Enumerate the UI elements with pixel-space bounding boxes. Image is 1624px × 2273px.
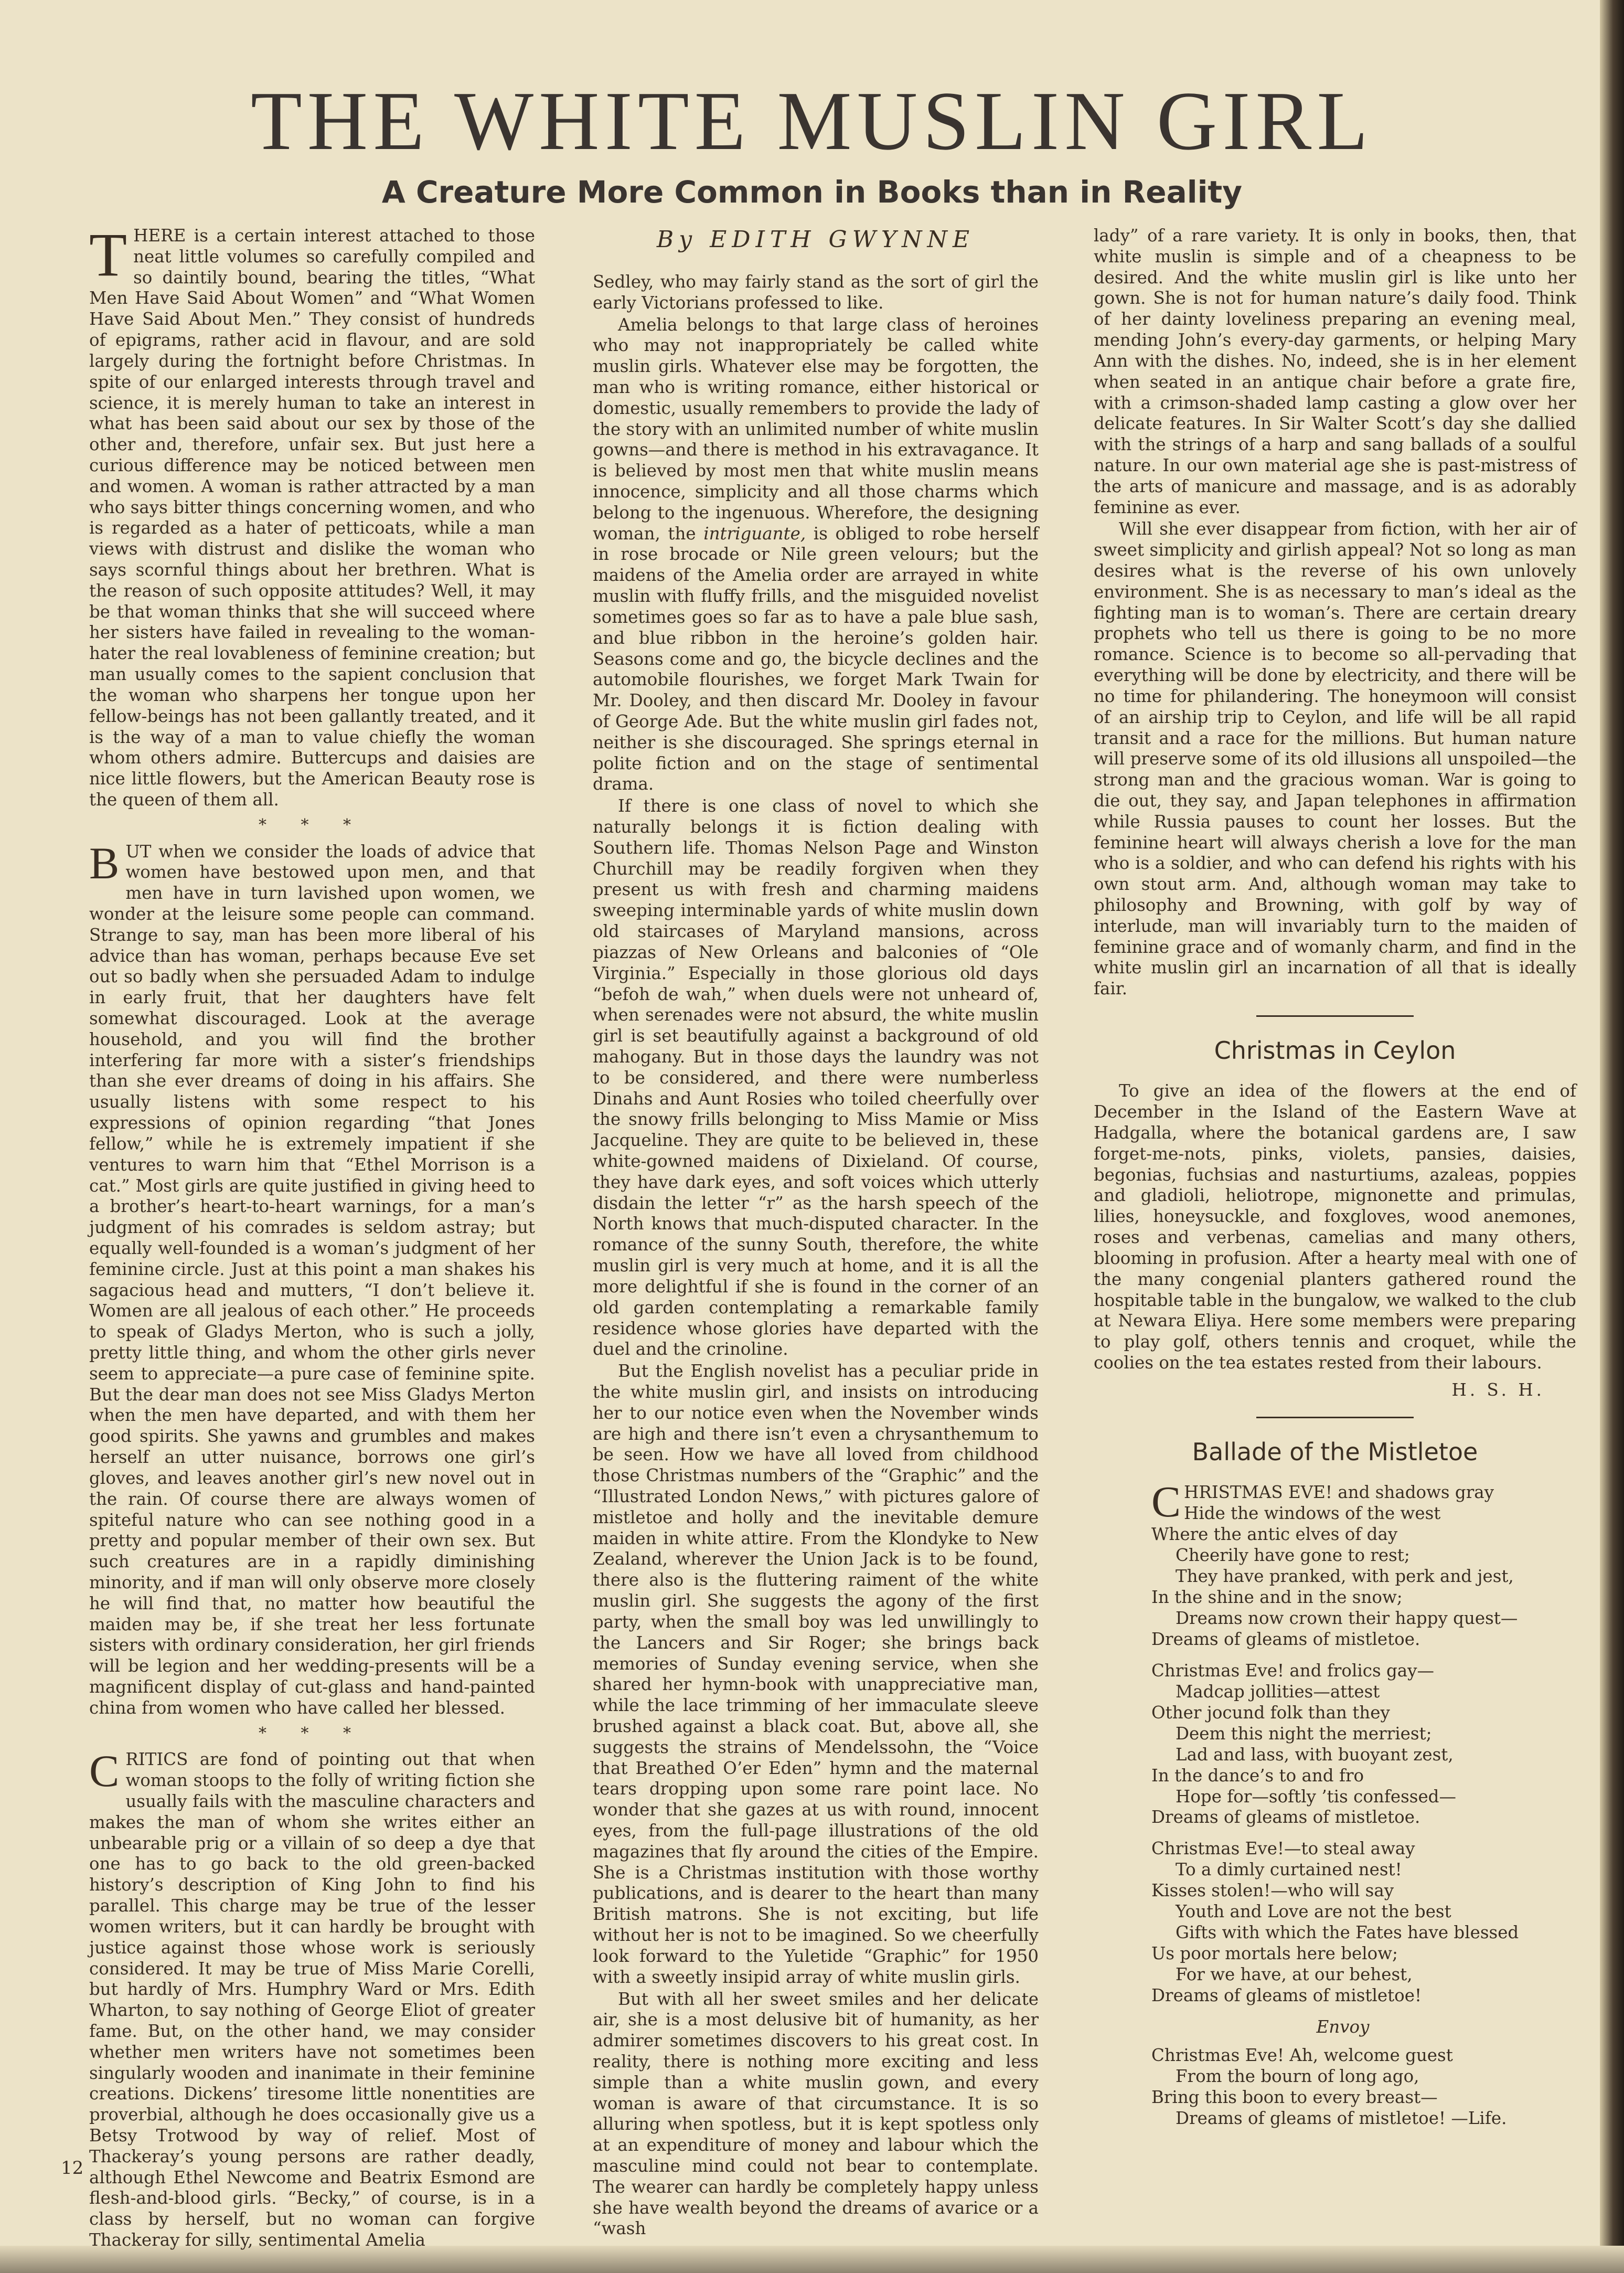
article-paragraph-8: But with all her sweet smiles and her delicate air, she is a most delusive bit of humanity, as her admirer sometimes discovers to his great cost. In reality, there is nothing more exciting and less simple than a white muslin gown, and every woman is aware of that circumstance. It is so alluring when spotless, but it is kept spotless only at an expenditure of money and labour which the masculine mind could not bear to contemplate. The wearer can hardly be completely happy unless she have wealth beyond the dreams of avarice or a “wash [593, 1989, 1039, 2239]
byline: By EDITH GWYNNE [656, 226, 975, 253]
poem-line: Bring this boon to every breast— [1151, 2087, 1438, 2108]
poem-line: Christmas Eve! Ah, welcome guest [1151, 2045, 1453, 2066]
ceylon-signature: H. S. H. [1451, 1379, 1545, 1400]
poem-line: They have pranked, with perk and jest, [1176, 1566, 1514, 1586]
poem-stanza-3 [1151, 1839, 1576, 2006]
article-paragraph-7: But the English novelist has a peculiar pride in the white muslin girl, and insists on introducing her to our notice even when the November winds are high and there isn’t even a chrysanthemum to be seen. How we have all loved from childhood those Christmas numbers of the “Graphic” and the “Illustrated London News,” with pictures galore of mistletoe and holly and the inevitable demure maiden in white attire. From the Klondyke to New Zealand, wherever the Union Jack is to be found, there also is the fluttering raiment of the white muslin girl. She suggests the agony of the first party, when the small boy was led unwillingly to the Lancers and Sir Roger; she brings back memories of Sunday evening service, when she shared her hymn-book with unappreciative man, while the lace trimming of her immaculate sleeve brushed against a black coat. But, above all, she suggests the strains of Mendelssohn, the “Voice that Breathed O’er Eden” hymn and the maternal tears dropping upon some rare point lace. No wonder that she gazes at us with round, innocent eyes, from the full-page illustrations of the old magazines that fly around the cities of the Empire. She is a Christmas institution with those worthy publications, and is dearer to the heart than many British matrons. She is not exciting, but life without her is not to be imagined. So we cheerfully look forward to the Yuletide “Graphic” for 1950 with a sweetly insipid array of white muslin girls. [593, 1361, 1039, 1987]
poem-line: Dreams now crown their happy quest— [1176, 1608, 1518, 1628]
drop-cap: C [1151, 1477, 1181, 1526]
poem-line: Christmas Eve!—to steal away [1151, 1839, 1415, 1859]
ceylon-paragraph: To give an idea of the flowers at the end of December in the Island of the Eastern Wave at Hadgalla, where the botanical gardens are, I saw forget-me-nots, pinks, violets, pansies, daisies, begonias, fuchsias and nasturtiums, azaleas, poppies and gladioli, heliotrope, mignonette and primulas, lilies, honeysuckle, and foxgloves, wood anemones, roses and verbenas, camelias and many others, blooming in profusion. After a hearty meal with one of the many congenial planters gathered round the hospitable table in the bungalow, we walked to the club at Newara Eliya. Here some members were preparing to play golf, others tennis and croquet, while the coolies on the tea estates rested from their labours. [1094, 1081, 1576, 1373]
poem-line: In the shine and in the snow; [1151, 1587, 1403, 1607]
poem-line: Christmas Eve! and frolics gay— [1151, 1660, 1434, 1681]
article-paragraph-10: Will she ever disappear from fiction, with her air of sweet simplicity and girlish appeal? Not so long as man desires what is the reverse of his own unlovely environment. She is as necessary to man’s ideal as the fighting man is to woman’s. There are certain dreary prophets who tell us there is going to be no more romance. Science is to become so all-pervading that everything will be done by electricity, and there will be no time for philandering. The honeymoon will consist of an airship trip to Ceylon, and life will be all rapid transit and a race for the millions. But human nature will preserve some of its old illusions all unspoiled—the strong man and the gracious woman. War is going to die out, they say, and Japan telephones in affirmation while Russia pauses to count her losses. But the feminine heart will always cherish a love for the man who is a soldier, and who can defend his rights with his own stout arm. And, although woman may take to philosophy and Browning, with golf by way of interlude, man will invariably turn to the maiden of feminine grace and of womanly charm, and find in the white muslin girl an incarnation of all that is ideally fair. [1094, 519, 1576, 999]
ballade-poem [1094, 1477, 1576, 2129]
ballade-title: Ballade of the Mistletoe [1192, 1437, 1478, 1466]
poem-envoy [1151, 2045, 1576, 2129]
poem-line: For we have, at our behest, [1176, 1964, 1413, 1985]
drop-cap: C [89, 1746, 120, 1797]
poem-stanza-2 [1151, 1661, 1576, 1829]
section-break: * * * [258, 1724, 366, 1743]
article-column-2 [593, 226, 1039, 2240]
article-column-1 [89, 220, 535, 2252]
poem-line: Youth and Love are not the best [1176, 1902, 1451, 1922]
poem-line: Dreams of gleams of mistletoe. [1151, 1629, 1420, 1649]
article-paragraph-2: BUT when we consider the loads of advice that women have bestowed upon men, and that men have in turn lavished upon women, we wonder at the leisure some people can command. Strange to say, man has been more liberal of his advice than has woman, perhaps because Eve set out so badly when she persuaded Adam to indulge in early fruit, that her daughters have felt somewhat discouraged. Look at the average household, and you will find the brother interfering far more with a sister’s friendships than she ever dreams of doing in his affairs. She usually listens with some respect to his expressions of opinion regarding “that Jones fellow,” while he is extremely impatient if she ventures to warn him that “Ethel Morrison is a cat.” Most girls are quite justified in giving heed to a brother’s heart-to-heart warnings, for a man’s judgment of his comrades is seldom astray; but equally well-founded is a woman’s judgment of her feminine circle. Just at this point a man shakes his sagacious head and mutters, “I don’t believe it. Women are all jealous of each other.” He proceeds to speak of Gladys Merton, who is such a jolly, pretty little thing, and whom the other girls never seem to appreciate—a pure case of feminine spite. But the dear man does not see Miss Gladys Merton when the men have departed, and with them her good spirits. She yawns and grumbles and makes herself an utter nuisance, borrows one girl’s gloves, and leaves another girl’s new novel out in the rain. Of course there are always women of spiteful nature who can see nothing good in a pretty and popular member of their own sex. But such creatures are in a rapidly diminishing minority, and if man will only observe more closely he will find that, no matter how beautiful the maiden may be, if she treat her less fortunate sisters with ordinary consideration, her girl friends will be legion and her wedding-presents will be a magnificent display of cut-glass and hand-painted china from women who have called her blessed. [89, 837, 535, 1718]
poem-line: In the dance’s to and fro [1151, 1765, 1364, 1786]
poem-line: Cheerily have gone to rest; [1176, 1545, 1410, 1565]
poem-line: Hide the windows of the west [1184, 1503, 1441, 1523]
article-paragraph-1: THERE is a certain interest attached to those neat little volumes so carefully compiled and so daintily bound, bearing the titles, “What Men Have Said About Women” and “What Women Have Said About Men.” They consist of hundreds of epigrams, rather acid in flavour, and are sold largely during the fortnight before Christmas. In spite of our enlarged interests through travel and science, it is merely human to take an interest in what has been said about our sex by those of the other and, therefore, unfair sex. But just here a curious difference may be noticed between men and women. A woman is rather attracted by a man who says bitter things concerning women, and who is regarded as a hater of petticoats, while a man views with distrust and dislike the woman who says scornful things about her brethren. What is the reason of such opposite attitudes? Well, it may be that woman thinks that she will succeed where her sisters have failed in revealing to the woman-hater the real lovableness of feminine creation; but man usually comes to the sapient conclusion that the woman who sharpens her tongue upon her fellow-beings has not been gallantly treated, and it is the way of a man to value chiefly the woman whom others admire. Buttercups and daisies are nice little flowers, but the American Beauty rose is the queen of them all. [89, 220, 535, 810]
envoy-title: Envoy [1316, 2017, 1370, 2037]
article-paragraph-4: Sedley, who may fairly stand as the sort of girl the early Victorians professed to like. [593, 271, 1039, 313]
poem-line: Kisses stolen!—who will say [1151, 1881, 1394, 1901]
poem-stanza-1 [1151, 1477, 1576, 1650]
article-paragraph-6: If there is one class of novel to which she naturally belongs it is fiction dealing with Southern life. Thomas Nelson Page and Winston Churchill may be readily forgiven when they present us with fresh and charming maidens sweeping interminable yards of white muslin down old staircases of Maryland mansions, across piazzas of New Orleans and balconies of “Ole Virginia.” Especially in those glorious old days “befoh de wah,” when duels were not unheard of, when serenades were not absurd, the white muslin girl is set beautifully against a background of old mahogany. But in those days the laundry was not to be considered, and there were numberless Dinahs and Aunt Rosies who toiled cheerfully over the snowy frills belonging to Miss Mamie or Miss Jacqueline. They are quite to be believed in, these white-gowned maidens of Dixieland. Of course, they have dark eyes, and soft voices which utterly disdain the letter “r” as the harsh speech of the North knows that much-disputed character. In the romance of the sunny South, therefore, the white muslin girl is very much at home, and it is all the more delightful if she is found in the corner of an old garden contemplating a remarkable family residence whose glories have departed with the duel and the crinoline. [593, 796, 1039, 1359]
poem-line: From the bourn of long ago, [1176, 2066, 1419, 2087]
divider-rule [1256, 1015, 1414, 1017]
poem-line: Lad and lass, with buoyant zest, [1176, 1744, 1454, 1765]
drop-cap: B [89, 837, 120, 888]
page-title: THE WHITE MUSLIN GIRL [250, 74, 1374, 167]
ceylon-section-title: Christmas in Ceylon [1214, 1036, 1456, 1065]
poem-line: Dreams of gleams of mistletoe! [1151, 1985, 1422, 2006]
poem-line: Deem this night the merriest; [1176, 1723, 1432, 1744]
poem-line: Dreams of gleams of mistletoe! —Life. [1176, 2108, 1507, 2129]
article-paragraph-3: CRITICS are fond of pointing out that when woman stoops to the folly of writing fiction she usually fails with the masculine characters and makes the man of whom she writes either an unbearable prig or a villain of so deep a dye that one has to go back to the old green-backed history’s description of King John to find his parallel. This charge may be true of the lesser women writers, but it can hardly be brought with justice against those whose work is seriously considered. It may be true of Miss Marie Corelli, but hardly of Mrs. Humphry Ward or Mrs. Edith Wharton, to say nothing of George Eliot of greater fame. But, on the other hand, we may consider whether men writers have not sometimes been singularly wooden and inanimate in their feminine creations. Dickens’ tiresome little nonentities are proverbial, although he does occasionally give us a Betsy Trotwood by way of relief. Most of Thackeray’s young persons are rather deadly, although Ethel Newcome and Beatrix Esmond are flesh-and-blood girls. “Becky,” of course, is in a class by herself, but no woman can forgive Thackeray for silly, sentimental Amelia [89, 1746, 535, 2250]
poem-line: Gifts with which the Fates have blessed [1176, 1923, 1519, 1943]
poem-line: Other jocund folk than they [1151, 1702, 1390, 1723]
poem-line: Hope for—softly ’tis confessed— [1176, 1786, 1456, 1807]
poem-line: Us poor mortals here below; [1151, 1943, 1398, 1964]
page-subtitle: A Creature More Common in Books than in Reality [381, 174, 1243, 210]
article-column-3 [1094, 226, 1576, 2140]
poem-line: To a dimly curtained nest! [1176, 1860, 1402, 1880]
article-paragraph-5: Amelia belongs to that large class of heroines who may not inappropriately be called white muslin girls. Whatever else may be forgotten, the man who is writing romance, either historical or domestic, usually remembers to provide the lady of the story with an unlimited number of white muslin gowns—and there is method in his extravagance. It is believed by most men that white muslin means innocence, simplicity and all those charms which belong to the ingenuous. Wherefore, the designing woman, the intriguante, is obliged to robe herself in rose brocade or Nile green velours; but the maidens of the Amelia order are arrayed in white muslin with fluffy frills, and the misguided novelist sometimes goes so far as to have a pale blue sash, and blue ribbon in the heroine’s golden hair. Seasons come and go, the bicycle declines and the automobile flourishes, we forget Mark Twain for Mr. Dooley, and then discard Mr. Dooley in favour of George Ade. But the white muslin girl fades not, neither is she discouraged. She springs eternal in polite fiction and on the stage of sentimental drama. [593, 314, 1039, 794]
page-edge-shadow [1600, 0, 1624, 2273]
article-paragraph-9: lady” of a rare variety. It is only in books, then, that white muslin is simple and of a cheapness to be desired. And the white muslin girl is like unto her gown. She is not for human nature’s daily food. Think of her dainty loveliness preparing an evening meal, mending John’s every-day garments, or helping Mary Ann with the dishes. No, indeed, she is in her element when seated in an antique chair before a grate fire, with a crimson-shaded lamp casting a glow over her delicate features. In Sir Walter Scott’s day she dallied with the strings of a harp and sang ballads of a soulful nature. In our own material age she is past-mistress of the arts of manicure and massage, and is as adorably feminine as ever. [1094, 226, 1576, 517]
divider-rule [1256, 1417, 1414, 1418]
poem-line: Dreams of gleams of mistletoe. [1151, 1807, 1420, 1828]
poem-line: CHRISTMAS EVE! and shadows gray [1151, 1477, 1494, 1526]
section-break: * * * [258, 815, 366, 834]
poem-line: Where the antic elves of day [1151, 1524, 1398, 1544]
drop-cap: T [89, 220, 127, 289]
poem-line: Madcap jollities—attest [1176, 1681, 1380, 1702]
page-number: 12 [61, 2158, 84, 2179]
